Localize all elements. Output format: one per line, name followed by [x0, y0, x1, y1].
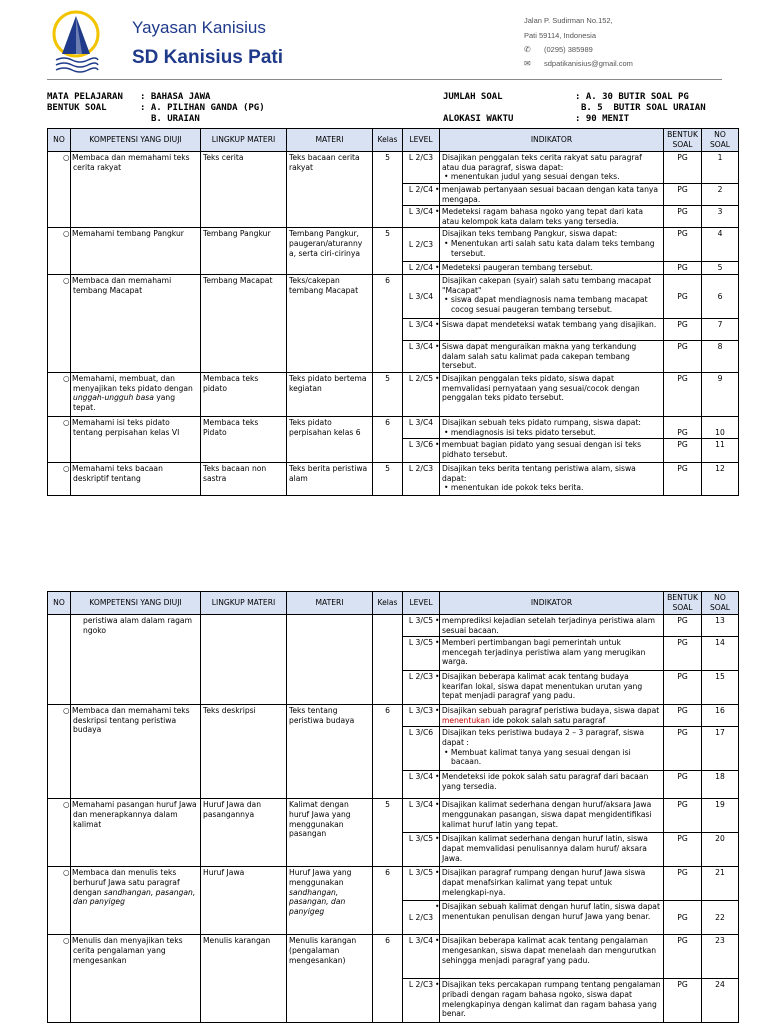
- kompetensi-text: Memahami tembang Pangkur: [72, 229, 184, 239]
- bentuk-text: PG: [664, 799, 702, 833]
- info-mapel-value: : BAHASA JAWA: [140, 92, 211, 102]
- info-jumlah-label: JUMLAH SOAL: [443, 92, 503, 102]
- phone-icon: ✆: [524, 45, 531, 54]
- table-row: ○ Memahami isi teks pidato tentang perpisahan kelas VI Membaca teks Pidato Teks pidato perpisahan kelas 6 6 L 3/C4 Disajikan sebuah teks pidato rumpang, siswa dapat: • mendiagnosis isi teks pidato tersebut. PG 10: [48, 416, 739, 438]
- info-bentuk-label: BENTUK SOAL: [47, 103, 107, 113]
- kelas-text: 5: [373, 372, 403, 416]
- indikator-text: Disajikan kalimat sederhana dengan huruf latin, siswa dapat memvalidasi penulisannya dalam huruf/ aksara Jawa.: [441, 834, 648, 863]
- bentuk-text: PG: [664, 416, 702, 438]
- table-row: ○ Menulis dan menyajikan teks cerita pengalaman yang mengesankan Menulis karangan Menulis karangan (pengalaman mengesankan) 6 L 3/C4 • Disajikan beberapa kalimat acak tentang pengalaman mengesankan, siswa dapat menelaah dan mengurutkan sehingga menjadi paragraf yang padu. PG 23: [48, 935, 739, 979]
- phone-line: [524, 45, 593, 54]
- table-row: L 2/C4 • Medeteksi paugeran tembang tersebut. PG 5: [48, 262, 739, 275]
- kelas-text: 5: [373, 228, 403, 275]
- table-row: L 3/C4 • Siswa dapat mendeteksi watak tembang yang disajikan. PG 7: [48, 318, 739, 340]
- col-kompetensi: KOMPETENSI YANG DIUJI: [71, 592, 201, 615]
- bentuk-text: PG: [664, 771, 702, 799]
- level-text: L 2/C5: [403, 372, 440, 416]
- indikator-text: Disajikan sebuah paragraf peristiwa budaya, siswa dapat: [441, 706, 660, 716]
- col-lingkup: LINGKUP MATERI: [201, 592, 287, 615]
- kompetensi-text: Membaca dan memahami teks deskripsi tentang peristiwa budaya: [72, 706, 190, 735]
- table-row: L 3/C6 Disajikan teks peristiwa budaya 2 – 3 paragraf, siswa dapat : • Membuat kalimat tanya yang sesuai dengan isi bacaan. PG 17: [48, 727, 739, 771]
- indikator-text: mendiagnosis isi teks pidato tersebut.: [450, 427, 596, 437]
- no-soal-text: 14: [702, 637, 739, 671]
- table-row: L 2/C4 • menjawab pertanyaan sesuai bacaan dengan kata tanya mengapa. PG 2: [48, 184, 739, 206]
- level-text: L 3/C6: [403, 439, 440, 463]
- email-icon: ✉: [524, 59, 531, 68]
- no-soal-text: 6: [702, 274, 739, 318]
- level-text: L 3/C6: [403, 727, 440, 771]
- kompetensi-text: Menulis dan menyajikan teks cerita pengalaman yang mengesankan: [72, 936, 183, 965]
- no-soal-text: 13: [702, 615, 739, 637]
- level-text: L 2/C4: [403, 262, 440, 275]
- indikator-text: Disajikan kalimat sederhana dengan huruf/aksara Jawa menggunakan pasangan, siswa dapat mengidentifikasi kalimat huruf latin yang tepat.: [441, 800, 652, 829]
- bentuk-text: PG: [664, 228, 702, 262]
- info-jumlah-value-2: B. 5 BUTIR SOAL URAIAN: [581, 103, 706, 113]
- bentuk-text: PG: [664, 935, 702, 979]
- kompetensi-text: Memahami pasangan huruf Jawa dan menerapkannya dalam kalimat: [72, 800, 197, 829]
- info-alokasi-value: : 90 MENIT: [575, 114, 630, 124]
- no-soal-text: 3: [702, 206, 739, 228]
- no-soal-text: 15: [702, 671, 739, 705]
- table-row: L 3/C6 • membuat bagian pidato yang sesuai dengan isi teks pidhato tersebut. PG 11: [48, 439, 739, 463]
- indikator-intro: Disajikan sebuah teks pidato rumpang, siswa dapat:: [442, 417, 641, 427]
- col-kelas: Kelas: [373, 129, 403, 152]
- materi-text: Teks pidato perpisahan kelas 6: [287, 416, 373, 462]
- indikator-text: Memberi pertimbangan bagi pemerintah untuk mencegah terjadinya peristiwa alam yang merugikan warga.: [441, 638, 646, 667]
- lingkup-text: Teks bacaan non sastra: [201, 463, 287, 496]
- materi-text: Teks/cakepan tembang Macapat: [287, 274, 373, 372]
- col-level: LEVEL: [403, 592, 440, 615]
- lingkup-text: Menulis karangan: [201, 935, 287, 1023]
- no-soal-text: 2: [702, 184, 739, 206]
- school-name: SD Kanisius Pati: [132, 47, 283, 68]
- table-row: ○ Memahami, membuat, dan menyajikan teks pidato dengan unggah-ungguh basa yang tepat. Membaca teks pidato Teks pidato bertema kegiatan 5 L 2/C5 • Disajikan penggalan teks pidato, siswa dapat memvalidasi pernyataan yang sesuai/cocok dengan penggalan teks pidato tersebut. PG 9: [48, 372, 739, 416]
- indikator-text: Disajikan paragraf rumpang dengan huruf Jawa siswa dapat menafsirkan kalimat yang tepat untuk melengkapi-nya.: [441, 868, 646, 897]
- col-no-soal: NO SOAL: [702, 129, 739, 152]
- kompetensi-italic: sandhangan, pasangan, dan panyigeg: [73, 887, 196, 907]
- table-row: ○ Memahami pasangan huruf Jawa dan menerapkannya dalam kalimat Huruf Jawa dan pasangannya Kalimat dengan huruf Jawa yang menggunakan pasangan 5 L 3/C4 • Disajikan kalimat sederhana dengan huruf/aksara Jawa menggunakan pasangan, siswa dapat mengidentifikasi kalimat huruf latin yang tepat. PG 19: [48, 799, 739, 833]
- no-soal-text: 24: [702, 979, 739, 1023]
- kelas-text: 5: [373, 799, 403, 867]
- bentuk-text: PG: [664, 439, 702, 463]
- lingkup-text: Tembang Macapat: [201, 274, 287, 372]
- no-soal-text: 17: [702, 727, 739, 771]
- indikator-text: Medeteksi ragam bahasa ngoko yang tepat dari kata atau kelompok kata dalam teks yang tersedia.: [441, 207, 644, 226]
- kisi-kisi-table-2: [47, 591, 739, 1023]
- table-row: ○ Memahami teks bacaan deskriptif tentang Teks bacaan non sastra Teks berita peristiwa alam 5 L 2/C3 Disajikan teks berita tentang peristiwa alam, siswa dapat: • menentukan ide pokok teks berita. PG 12: [48, 463, 739, 496]
- info-bentuk-value: : A. PILIHAN GANDA (PG): [140, 103, 265, 113]
- info-bentuk-value-2: B. URAIAN: [151, 114, 200, 124]
- indikator-text: siswa dapat mendiagnosis nama tembang macapat cocog sesuai paugeran tembang tersebut.: [450, 295, 648, 314]
- header-divider: [47, 79, 722, 80]
- kelas-text: 6: [373, 867, 403, 935]
- kompetensi-text: Memahami, membuat, dan menyajikan teks pidato dengan: [72, 373, 193, 393]
- col-indikator: INDIKATOR: [440, 129, 664, 152]
- indikator-intro: Disajikan teks peristiwa budaya 2 – 3 paragraf, siswa dapat :: [442, 728, 644, 747]
- kompetensi-text: Membaca dan memahami tembang Macapat: [72, 275, 172, 295]
- bentuk-text: PG: [664, 262, 702, 275]
- no-soal-text: 20: [702, 833, 739, 867]
- indikator-text: Mendeteksi ide pokok salah satu paragraf dari bacaan yang tersedia.: [441, 772, 649, 791]
- level-text: L 3/C4: [403, 935, 440, 979]
- kompetensi-text-end: yang tepat.: [73, 393, 176, 412]
- table-row: ○ Membaca dan memahami teks deskripsi tentang peristiwa budaya Teks deskripsi Teks tentang peristiwa budaya 6 L 3/C3 • Disajikan sebuah paragraf peristiwa budaya, siswa dapat menentukan ide pokok salah satu paragraf PG 16: [48, 705, 739, 727]
- bentuk-text: PG: [664, 615, 702, 637]
- bentuk-text: PG: [664, 152, 702, 184]
- phone-number: (0295) 385989: [544, 45, 593, 54]
- kelas-text: 6: [373, 274, 403, 372]
- kompetensi-text: Membaca dan memahami teks cerita rakyat: [72, 153, 190, 172]
- kisi-kisi-table-1: [47, 128, 739, 496]
- table-row: ○ Memahami tembang Pangkur Tembang Pangkur Tembang Pangkur, paugeran/aturanny a, serta ciri-cirinya 5 L 2/C3 Disajikan teks tembang Pangkur, siswa dapat: • Menentukan arti salah satu kata dalam teks tembang tersebut. PG 4: [48, 228, 739, 262]
- indikator-text: membuat bagian pidato yang sesuai dengan isi teks pidhato tersebut.: [441, 440, 642, 459]
- table-row: ○ Membaca dan memahami tembang Macapat Tembang Macapat Teks/cakepan tembang Macapat 6 L 3/C4 Disajikan cakepan (syair) salah satu tembang macapat "Macapat" • siswa dapat mendiagnosis nama tembang macapat cocog sesuai paugeran tembang tersebut. PG 6: [48, 274, 739, 318]
- lingkup-text: Tembang Pangkur: [201, 228, 287, 275]
- kompetensi-text: Membaca dan menulis teks berhuruf Jawa satu paragraf dengan: [72, 868, 180, 897]
- lingkup-text: Teks cerita: [201, 152, 287, 228]
- materi-text: Tembang Pangkur, paugeran/aturanny a, serta ciri-cirinya: [287, 228, 373, 275]
- no-soal-text: 4: [702, 228, 739, 262]
- table-row: L 3/C5 • Memberi pertimbangan bagi pemerintah untuk mencegah terjadinya peristiwa alam yang merugikan warga. PG 14: [48, 637, 739, 671]
- no-soal-text: 22: [702, 901, 739, 935]
- no-soal-text: 7: [702, 318, 739, 340]
- materi-text: Teks pidato bertema kegiatan: [287, 372, 373, 416]
- level-text: L 2/C4: [403, 184, 440, 206]
- indikator-intro: Disajikan penggalan teks cerita rakyat satu paragraf atau dua paragraf, siswa dapat:: [442, 153, 642, 172]
- materi-text: Teks bacaan cerita rakyat: [287, 152, 373, 228]
- level-text: L 3/C5: [403, 867, 440, 901]
- no-soal-text: 9: [702, 372, 739, 416]
- bentuk-text: PG: [664, 901, 702, 935]
- level-text: L 3/C4: [403, 274, 440, 318]
- table-row: L 3/C4 • Siswa dapat menguraikan makna yang terkandung dalam salah satu kalimat pada cakepan tembang tersebut. PG 8: [48, 340, 739, 372]
- table-row: ○ Membaca dan menulis teks berhuruf Jawa satu paragraf dengan sandhangan, pasangan, dan panyigeg Huruf Jawa Huruf Jawa yang menggunakan sandhangan, pasangan, dan panyigeg 6 L 3/C5 • Disajikan paragraf rumpang dengan huruf Jawa siswa dapat menafsirkan kalimat yang tepat untuk melengkapi-nya. PG 21: [48, 867, 739, 901]
- indikator-text: Disajikan penggalan teks pidato, siswa dapat memvalidasi pernyataan yang sesuai/cocok dengan penggalan teks pidato tersebut.: [441, 373, 640, 403]
- lingkup-text: Teks deskripsi: [201, 705, 287, 799]
- kelas-text: 6: [373, 416, 403, 462]
- table-row: peristiwa alam dalam ragam ngoko L 3/C5 • memprediksi kejadian setelah terjadinya peristiwa alam sesuai bacaan. PG 13: [48, 615, 739, 637]
- indikator-intro: Disajikan teks berita tentang peristiwa alam, siswa dapat:: [442, 464, 636, 483]
- bentuk-text: PG: [664, 274, 702, 318]
- level-text: L 2/C3: [403, 979, 440, 1023]
- table-row: ○ Membaca dan memahami teks cerita rakyat Teks cerita Teks bacaan cerita rakyat 5 L 2/C3 Disajikan penggalan teks cerita rakyat satu paragraf atau dua paragraf, siswa dapat: • menentukan judul yang sesuai dengan teks. PG 1: [48, 152, 739, 184]
- foundation-name: Yayasan Kanisius: [132, 18, 266, 37]
- level-text: L 3/C4: [403, 799, 440, 833]
- kelas-text: 5: [373, 463, 403, 496]
- kelas-text: 5: [373, 152, 403, 228]
- materi-text: Teks berita peristiwa alam: [287, 463, 373, 496]
- table-header-row: [48, 129, 739, 152]
- bentuk-text: PG: [664, 206, 702, 228]
- indikator-text: memprediksi kejadian setelah terjadinya peristiwa alam sesuai bacaan.: [441, 616, 655, 635]
- lingkup-text: Huruf Jawa: [201, 867, 287, 935]
- info-jumlah-value: : A. 30 BUTIR SOAL PG: [575, 92, 689, 102]
- level-text: L 3/C4: [403, 771, 440, 799]
- level-text: L 2/C3: [403, 671, 440, 705]
- level-text: L 3/C4: [403, 340, 440, 372]
- table-row: L 3/C4 • Mendeteksi ide pokok salah satu paragraf dari bacaan yang tersedia. PG 18: [48, 771, 739, 799]
- materi-italic: sandhangan, pasangan, dan panyigeg: [289, 887, 346, 916]
- kelas-text: 6: [373, 705, 403, 799]
- table-row: L 2/C3 • Disajikan beberapa kalimat acak tentang budaya kearifan lokal, siswa dapat menentukan urutan yang tepat menjadi paragraf yang padu. PG 15: [48, 671, 739, 705]
- col-bentuk: BENTUK SOAL: [664, 592, 702, 615]
- level-text: L 3/C3: [403, 705, 440, 727]
- level-text: L 3/C5: [403, 615, 440, 637]
- email-address: sdpatikanisius@gmail.com: [544, 59, 633, 68]
- table-header-row: [48, 592, 739, 615]
- level-text: L 3/C5: [403, 833, 440, 867]
- indikator-highlight: menentukan: [442, 715, 490, 725]
- col-no: NO: [48, 592, 71, 615]
- no-soal-text: 19: [702, 799, 739, 833]
- col-no-soal: NO SOAL: [702, 592, 739, 615]
- level-text: L 2/C3: [403, 901, 440, 935]
- bentuk-text: PG: [664, 705, 702, 727]
- indikator-text: Disajikan beberapa kalimat acak tentang budaya kearifan lokal, siswa dapat menentukan urutan yang tepat menjadi paragraf yang padu.: [441, 672, 643, 701]
- col-materi: MATERI: [287, 129, 373, 152]
- materi-text: Menulis karangan (pengalaman mengesankan): [287, 935, 373, 1023]
- level-text: L 2/C3: [403, 152, 440, 184]
- col-kelas: Kelas: [373, 592, 403, 615]
- no-soal-text: 1: [702, 152, 739, 184]
- bentuk-text: PG: [664, 372, 702, 416]
- no-soal-text: 16: [702, 705, 739, 727]
- col-kompetensi: KOMPETENSI YANG DIUJI: [71, 129, 201, 152]
- info-alokasi-label: ALOKASI WAKTU: [443, 114, 514, 124]
- indikator-text: menentukan judul yang sesuai dengan teks.: [450, 172, 620, 182]
- bentuk-text: PG: [664, 833, 702, 867]
- col-lingkup: LINGKUP MATERI: [201, 129, 287, 152]
- indikator-intro: Disajikan teks tembang Pangkur, siswa dapat:: [442, 229, 618, 239]
- no-soal-text: 5: [702, 262, 739, 275]
- indikator-text: Disajikan beberapa kalimat acak tentang pengalaman mengesankan, siswa dapat menelaah dan mengurutkan sehingga menjadi paragraf yang padu.: [441, 936, 657, 965]
- indikator-intro: Disajikan cakepan (syair) salah satu tembang macapat "Macapat": [442, 275, 652, 295]
- col-bentuk: BENTUK SOAL: [664, 129, 702, 152]
- level-text: L 3/C4: [403, 416, 440, 438]
- bentuk-text: PG: [664, 463, 702, 496]
- indikator-text: Disajikan sebuah kalimat dengan huruf latin, siswa dapat menentukan penulisan dengan huruf Jawa yang benar.: [441, 902, 660, 921]
- address-line-2: Pati 59114, Indonesia: [524, 31, 597, 40]
- indikator-text: Membuat kalimat tanya yang sesuai dengan isi bacaan.: [450, 747, 631, 767]
- table-row: L 3/C4 • Medeteksi ragam bahasa ngoko yang tepat dari kata atau kelompok kata dalam teks yang tersedia. PG 3: [48, 206, 739, 228]
- no-soal-text: 12: [702, 463, 739, 496]
- bentuk-text: PG: [664, 637, 702, 671]
- kelas-text: 6: [373, 935, 403, 1023]
- school-logo-icon: [52, 8, 100, 76]
- col-level: LEVEL: [403, 129, 440, 152]
- kompetensi-italic: unggah-ungguh basa: [73, 393, 154, 403]
- kompetensi-text: Memahami isi teks pidato tentang perpisahan kelas VI: [72, 417, 180, 437]
- kompetensi-text: peristiwa alam dalam ragam ngoko: [71, 615, 201, 705]
- letterhead: [0, 0, 768, 80]
- indikator-text: menentukan ide pokok teks berita.: [450, 483, 584, 493]
- level-text: L 2/C3: [403, 228, 440, 262]
- bentuk-text: PG: [664, 318, 702, 340]
- bentuk-text: PG: [664, 867, 702, 901]
- bentuk-text: PG: [664, 727, 702, 771]
- bentuk-text: PG: [664, 671, 702, 705]
- lingkup-text: Huruf Jawa dan pasangannya: [201, 799, 287, 867]
- level-text: L 3/C5: [403, 637, 440, 671]
- level-text: L 3/C4: [403, 318, 440, 340]
- indikator-text: Menentukan arti salah satu kata dalam teks tembang tersebut.: [450, 238, 655, 258]
- lingkup-text: Membaca teks Pidato: [201, 416, 287, 462]
- indikator-text: menjawab pertanyaan sesuai bacaan dengan kata tanya mengapa.: [441, 185, 659, 204]
- lingkup-text: Membaca teks pidato: [201, 372, 287, 416]
- indikator-text: Medeteksi paugeran tembang tersebut.: [441, 263, 593, 273]
- address-line-1: Jalan P. Sudirman No.152,: [524, 16, 613, 25]
- materi-text: Kalimat dengan huruf Jawa yang menggunakan pasangan: [287, 799, 373, 867]
- table-row: L 2/C3 • Disajikan sebuah kalimat dengan huruf latin, siswa dapat menentukan penulisan dengan huruf Jawa yang benar. PG 22: [48, 901, 739, 935]
- indikator-text: Siswa dapat mendeteksi watak tembang yang disajikan.: [441, 319, 657, 329]
- no-soal-text: 10: [702, 416, 739, 438]
- bentuk-text: PG: [664, 340, 702, 372]
- kompetensi-text: Memahami teks bacaan deskriptif tentang: [72, 464, 163, 483]
- level-text: L 3/C4: [403, 206, 440, 228]
- no-soal-text: 23: [702, 935, 739, 979]
- indikator-text-end: ide pokok salah satu paragraf: [489, 715, 606, 725]
- table-row: L 3/C5 • Disajikan kalimat sederhana dengan huruf latin, siswa dapat memvalidasi penulisannya dalam huruf/ aksara Jawa. PG 20: [48, 833, 739, 867]
- col-materi: MATERI: [287, 592, 373, 615]
- no-soal-text: 21: [702, 867, 739, 901]
- indikator-text: Siswa dapat menguraikan makna yang terkandung dalam salah satu kalimat pada cakepan tembang tersebut.: [441, 341, 637, 371]
- bentuk-text: PG: [664, 184, 702, 206]
- table-row: L 2/C3 • Disajikan teks percakapan rumpang tentang pengalaman pribadi dengan ragam bahasa ngoko, siswa dapat melengkapinya dengan kalimat dan ragam bahasa yang benar. PG 24: [48, 979, 739, 1023]
- materi-text: Huruf Jawa yang menggunakan: [289, 868, 352, 887]
- col-indikator: INDIKATOR: [440, 592, 664, 615]
- no-soal-text: 18: [702, 771, 739, 799]
- materi-text: Teks tentang peristiwa budaya: [287, 705, 373, 799]
- indikator-text: Disajikan teks percakapan rumpang tentang pengalaman pribadi dengan ragam bahasa ngoko, siswa dapat melengkapinya dengan kalimat dan ragam bahasa yang benar.: [441, 980, 661, 1019]
- level-text: L 2/C3: [403, 463, 440, 496]
- bentuk-text: PG: [664, 979, 702, 1023]
- info-mapel-label: MATA PELAJARAN: [47, 92, 123, 102]
- col-no: NO: [48, 129, 71, 152]
- no-soal-text: 11: [702, 439, 739, 463]
- email-line: [524, 59, 633, 68]
- no-soal-text: 8: [702, 340, 739, 372]
